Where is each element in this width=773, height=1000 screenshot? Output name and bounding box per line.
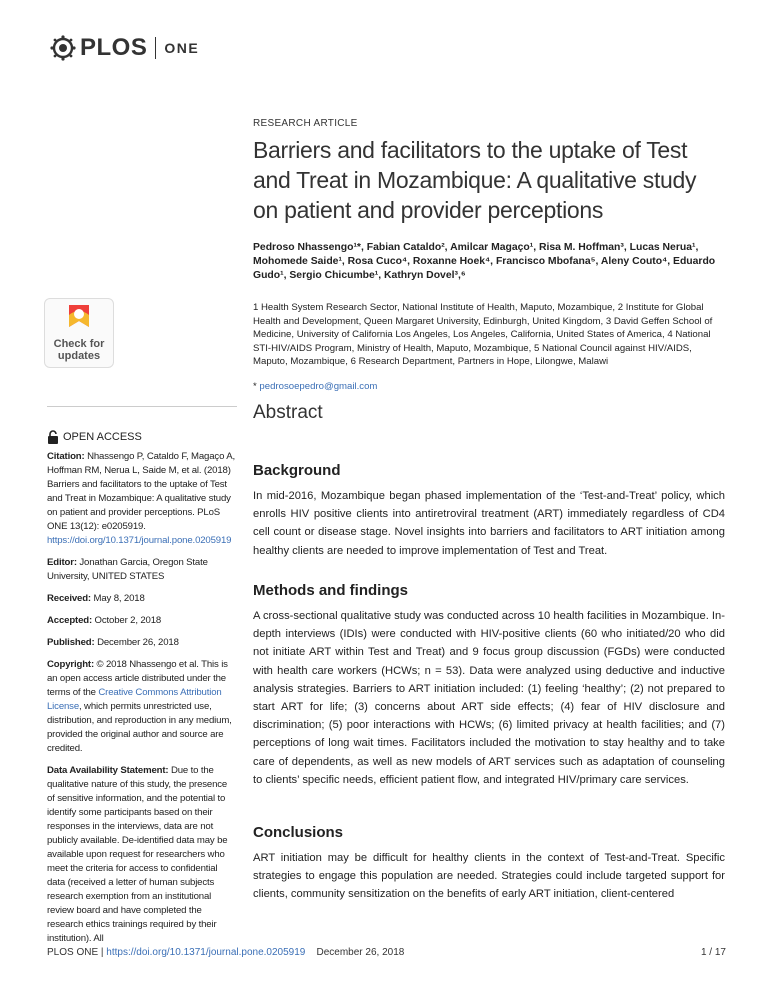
copyright-text-2: , which permits unrestricted use, distribution, and reproduction in any medium, provided the original author and source are credited. (47, 701, 232, 754)
badge-line-2: updates (57, 350, 101, 362)
article-info-sidebar (47, 430, 237, 954)
editor-block (47, 556, 237, 584)
received-date: May 8, 2018 (93, 593, 145, 604)
badge-line-1: Check for (53, 338, 105, 350)
data-availability-block (47, 764, 237, 946)
open-access-text: OPEN ACCESS (63, 431, 142, 443)
received-block (47, 592, 237, 606)
article-header (253, 118, 725, 392)
abstract-heading: Abstract (253, 402, 323, 423)
plos-one-logo (50, 34, 199, 62)
data-availability-text: Due to the qualitative nature of this study, the presence of sensitive information, and the potential to identify some participants based on their responses in the interviews, data are not publicly available. De-identified data may be available upon request for researchers who meet the criteria for access to confidential data (received a letter of human subjects research exemption from an institutional review board and have completed the research ethics trainings required by their institution). All (47, 765, 228, 944)
citation-doi-link[interactable]: https://doi.org/10.1371/journal.pone.0205919 (47, 535, 232, 546)
data-availability-label: Data Availability Statement: (47, 765, 169, 776)
conclusions-text: ART initiation may be difficult for healthy clients in the context of Test-and-Treat. Specific strategies to engage this population are needed. Strategies could include targeted support for clients, community sensitization on the benefits of early ART initiation, client-centered (253, 852, 725, 901)
background-heading: Background (253, 462, 341, 479)
copyright-text-1: © 2018 Nhassengo et al. This is an open access article distributed under the terms of the (47, 659, 228, 698)
open-lock-icon (47, 430, 59, 444)
email-link[interactable]: pedrosoepedro@gmail.com (259, 380, 378, 392)
accepted-label: Accepted: (47, 615, 93, 626)
copyright-block (47, 658, 237, 756)
methods-section (253, 582, 725, 789)
published-date: December 26, 2018 (97, 637, 179, 648)
footer-doi-link[interactable]: https://doi.org/10.1371/journal.pone.0205919 (106, 947, 306, 958)
footer-date: December 26, 2018 (316, 947, 405, 958)
editor-text: Jonathan Garcia, Oregon State University, UNITED STATES (47, 557, 208, 582)
plos-logo-icon (50, 35, 76, 61)
page-number: 1 / 17 (700, 947, 726, 958)
published-block (47, 636, 237, 650)
background-text: In mid-2016, Mozambique began phased implementation of the ‘Test-and-Treat’ policy, which enrolls HIV positive clients into antiretroviral treatment (ART) immediately regardless of CD4 cell count or disease stage. Novel insights into barriers and facilitators to ART initiation among healthy clients are needed to improve implementation of Test and Treat. (253, 490, 725, 557)
logo-journal: ONE (164, 40, 200, 56)
methods-heading: Methods and findings (253, 582, 408, 599)
conclusions-section (253, 824, 725, 904)
received-label: Received: (47, 593, 91, 604)
article-type: RESEARCH ARTICLE (253, 118, 358, 129)
corresponding-email (253, 381, 725, 392)
sidebar-divider (47, 406, 237, 407)
copyright-label: Copyright: (47, 659, 94, 670)
email-star: * (253, 380, 257, 392)
crossmark-icon (65, 303, 93, 333)
logo-brand: PLOS (80, 34, 148, 61)
accepted-block (47, 614, 237, 628)
page-footer (47, 947, 727, 958)
open-access-label (47, 430, 237, 444)
logo-divider (155, 37, 156, 59)
affiliations: 1 Health System Research Sector, National Institute of Health, Maputo, Mozambique, 2 Institute for Global Health and Development, Queen Margaret University, Edinburgh, United Kingdom, 3 David Geffen School of Medicine, University of California Los Angeles, Los Angeles, California, United States of America, 4 National STI-HIV/AIDS Program, Ministry of Health, Maputo, Mozambique, 5 National Council against HIV/AIDS, Maputo, Mozambique, 6 Research Department, Partners in Hope, Lilongwe, Malawi (253, 302, 713, 367)
license-link[interactable]: Creative Commons Attribution License (47, 687, 222, 712)
published-label: Published: (47, 637, 95, 648)
conclusions-heading: Conclusions (253, 824, 344, 841)
citation-label: Citation: (47, 451, 85, 462)
editor-label: Editor: (47, 557, 77, 568)
background-section (253, 462, 725, 560)
methods-text: A cross-sectional qualitative study was conducted across 10 health facilities in Mozambique. In-depth interviews (IDIs) were conducted with HIV-positive clients (60 who initiated/20 who did not initiate ART within Test and Treat) and 9 focus group discussion (FGDs) were conducted with health care workers (HCWs; n = 53). Data were analyzed using deductive and inductive analysis strategies. Barriers to ART initiation included: (1) feeling ‘healthy’; (2) not prepared to start ART for life; (3) concerns about ART side effects; (4) fear of HIV disclosure and discrimination; (5) poor interactions with HCWs; (6) limited privacy at health facilities; and (7) perceptions of long wait times. Facilitators included the motivation to stay healthy and to take care of dependents, as well as new models of ART services such as adaptation of counseling to clients’ specific needs, efficient patient flow, and integrated HIV/primary care services. (253, 610, 725, 786)
author-list: Pedroso Nhassengo¹*, Fabian Cataldo², Amilcar Magaço¹, Risa M. Hoffman³, Lucas Nerua¹, Mohomede Saide¹, Rosa Cuco⁴, Roxanne Hoek⁴, Francisco Mbofana⁵, Aleny Couto⁴, Eduardo Gudo¹, Sergio Chicumbe¹, Kathryn Dovel³,⁶ (253, 242, 716, 281)
footer-journal: PLOS ONE | (47, 947, 104, 958)
check-for-updates-badge[interactable] (44, 298, 114, 368)
article-title: Barriers and facilitators to the uptake of Test and Treat in Mozambique: A qualitative study on patient and provider perceptions (253, 137, 697, 223)
citation-block (47, 450, 237, 548)
citation-text: Nhassengo P, Cataldo F, Magaço A, Hoffman RM, Nerua L, Saide M, et al. (2018) Barriers and facilitators to the uptake of Test and Treat in Mozambique: A qualitative study on patient and provider perceptions. PLoS ONE 13(12): e0205919. (47, 451, 236, 532)
accepted-date: October 2, 2018 (94, 615, 162, 626)
